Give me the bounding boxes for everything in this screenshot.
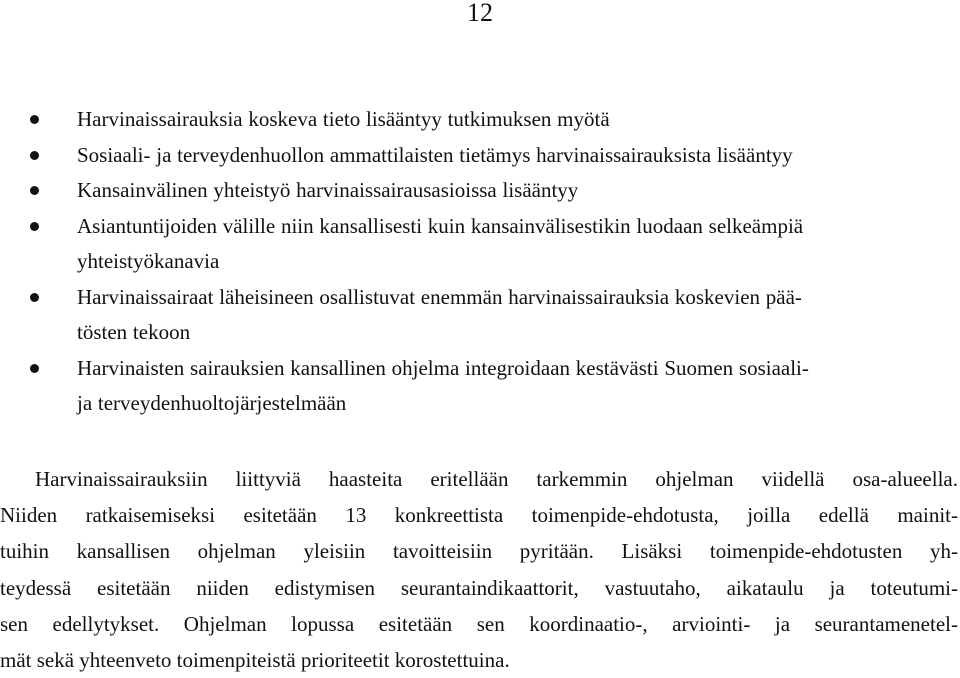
bullet-text-line: Asiantuntijoiden välille niin kansallisesti kuin kansainvälisestikin luodaan selkeämpiä — [77, 213, 804, 238]
page-number: 12 — [467, 0, 493, 27]
bullet-dot-icon — [30, 293, 39, 302]
bullet-text-line: tösten tekoon — [77, 320, 191, 344]
bullet-text-line: Harvinaissairaat läheisineen osallistuvat enemmän harvinaissairauksia koskevien pää- — [77, 284, 802, 309]
paragraph-line: mät sekä yhteenveto toimenpiteistä prioriteetit korostettuina. — [0, 648, 510, 673]
bullet-dot-icon — [30, 115, 39, 124]
bullet-item — [0, 173, 960, 209]
bullet-dot-icon — [30, 364, 39, 373]
bullet-item — [0, 351, 960, 422]
paragraph-line: teydessä esitetään niiden edistymisen seurantaindikaattorit, vastuutaho, aikataulu ja toteutumi- — [0, 575, 958, 600]
paragraph-line: Niiden ratkaisemiseksi esitetään 13 konkreettista toimenpide-ehdotusta, joilla edellä mainit- — [0, 503, 958, 528]
bullet-dot-icon — [30, 186, 39, 195]
paragraph-line: tuihin kansallisen ohjelman yleisiin tavoitteisiin pyritään. Lisäksi toimenpide-ehdotusten yh- — [0, 539, 958, 564]
bullet-item — [0, 209, 960, 280]
body-paragraph — [0, 461, 958, 678]
bullet-dot-icon — [30, 151, 39, 160]
bullet-text: Sosiaali- ja terveydenhuollon ammattilaisten tietämys harvinaissairauksista lisääntyy — [77, 142, 793, 167]
paragraph-line: sen edellytykset. Ohjelman lopussa esitetään sen koordinaatio-, arviointi- ja seurantamenetel- — [0, 611, 958, 636]
bullet-text: Kansainvälinen yhteistyö harvinaissairausasioissa lisääntyy — [77, 178, 579, 202]
bullet-text: Harvinaissairauksia koskeva tieto lisääntyy tutkimuksen myötä — [77, 107, 610, 131]
bullet-text-line: yhteistyökanavia — [77, 249, 220, 273]
bullet-item — [0, 102, 960, 138]
bullet-text-line: Harvinaisten sairauksien kansallinen ohjelma integroidaan kestävästi Suomen sosiaali- — [77, 355, 809, 380]
bullet-text-line: ja terveydenhuoltojärjestelmään — [77, 391, 347, 415]
goals-bullet-list — [0, 102, 960, 422]
paragraph-line: Harvinaissairauksiin liittyviä haasteita eritellään tarkemmin ohjelman viidellä osa-alueella. — [35, 467, 958, 491]
bullet-item — [0, 280, 960, 351]
bullet-item — [0, 138, 960, 174]
bullet-dot-icon — [30, 222, 39, 231]
